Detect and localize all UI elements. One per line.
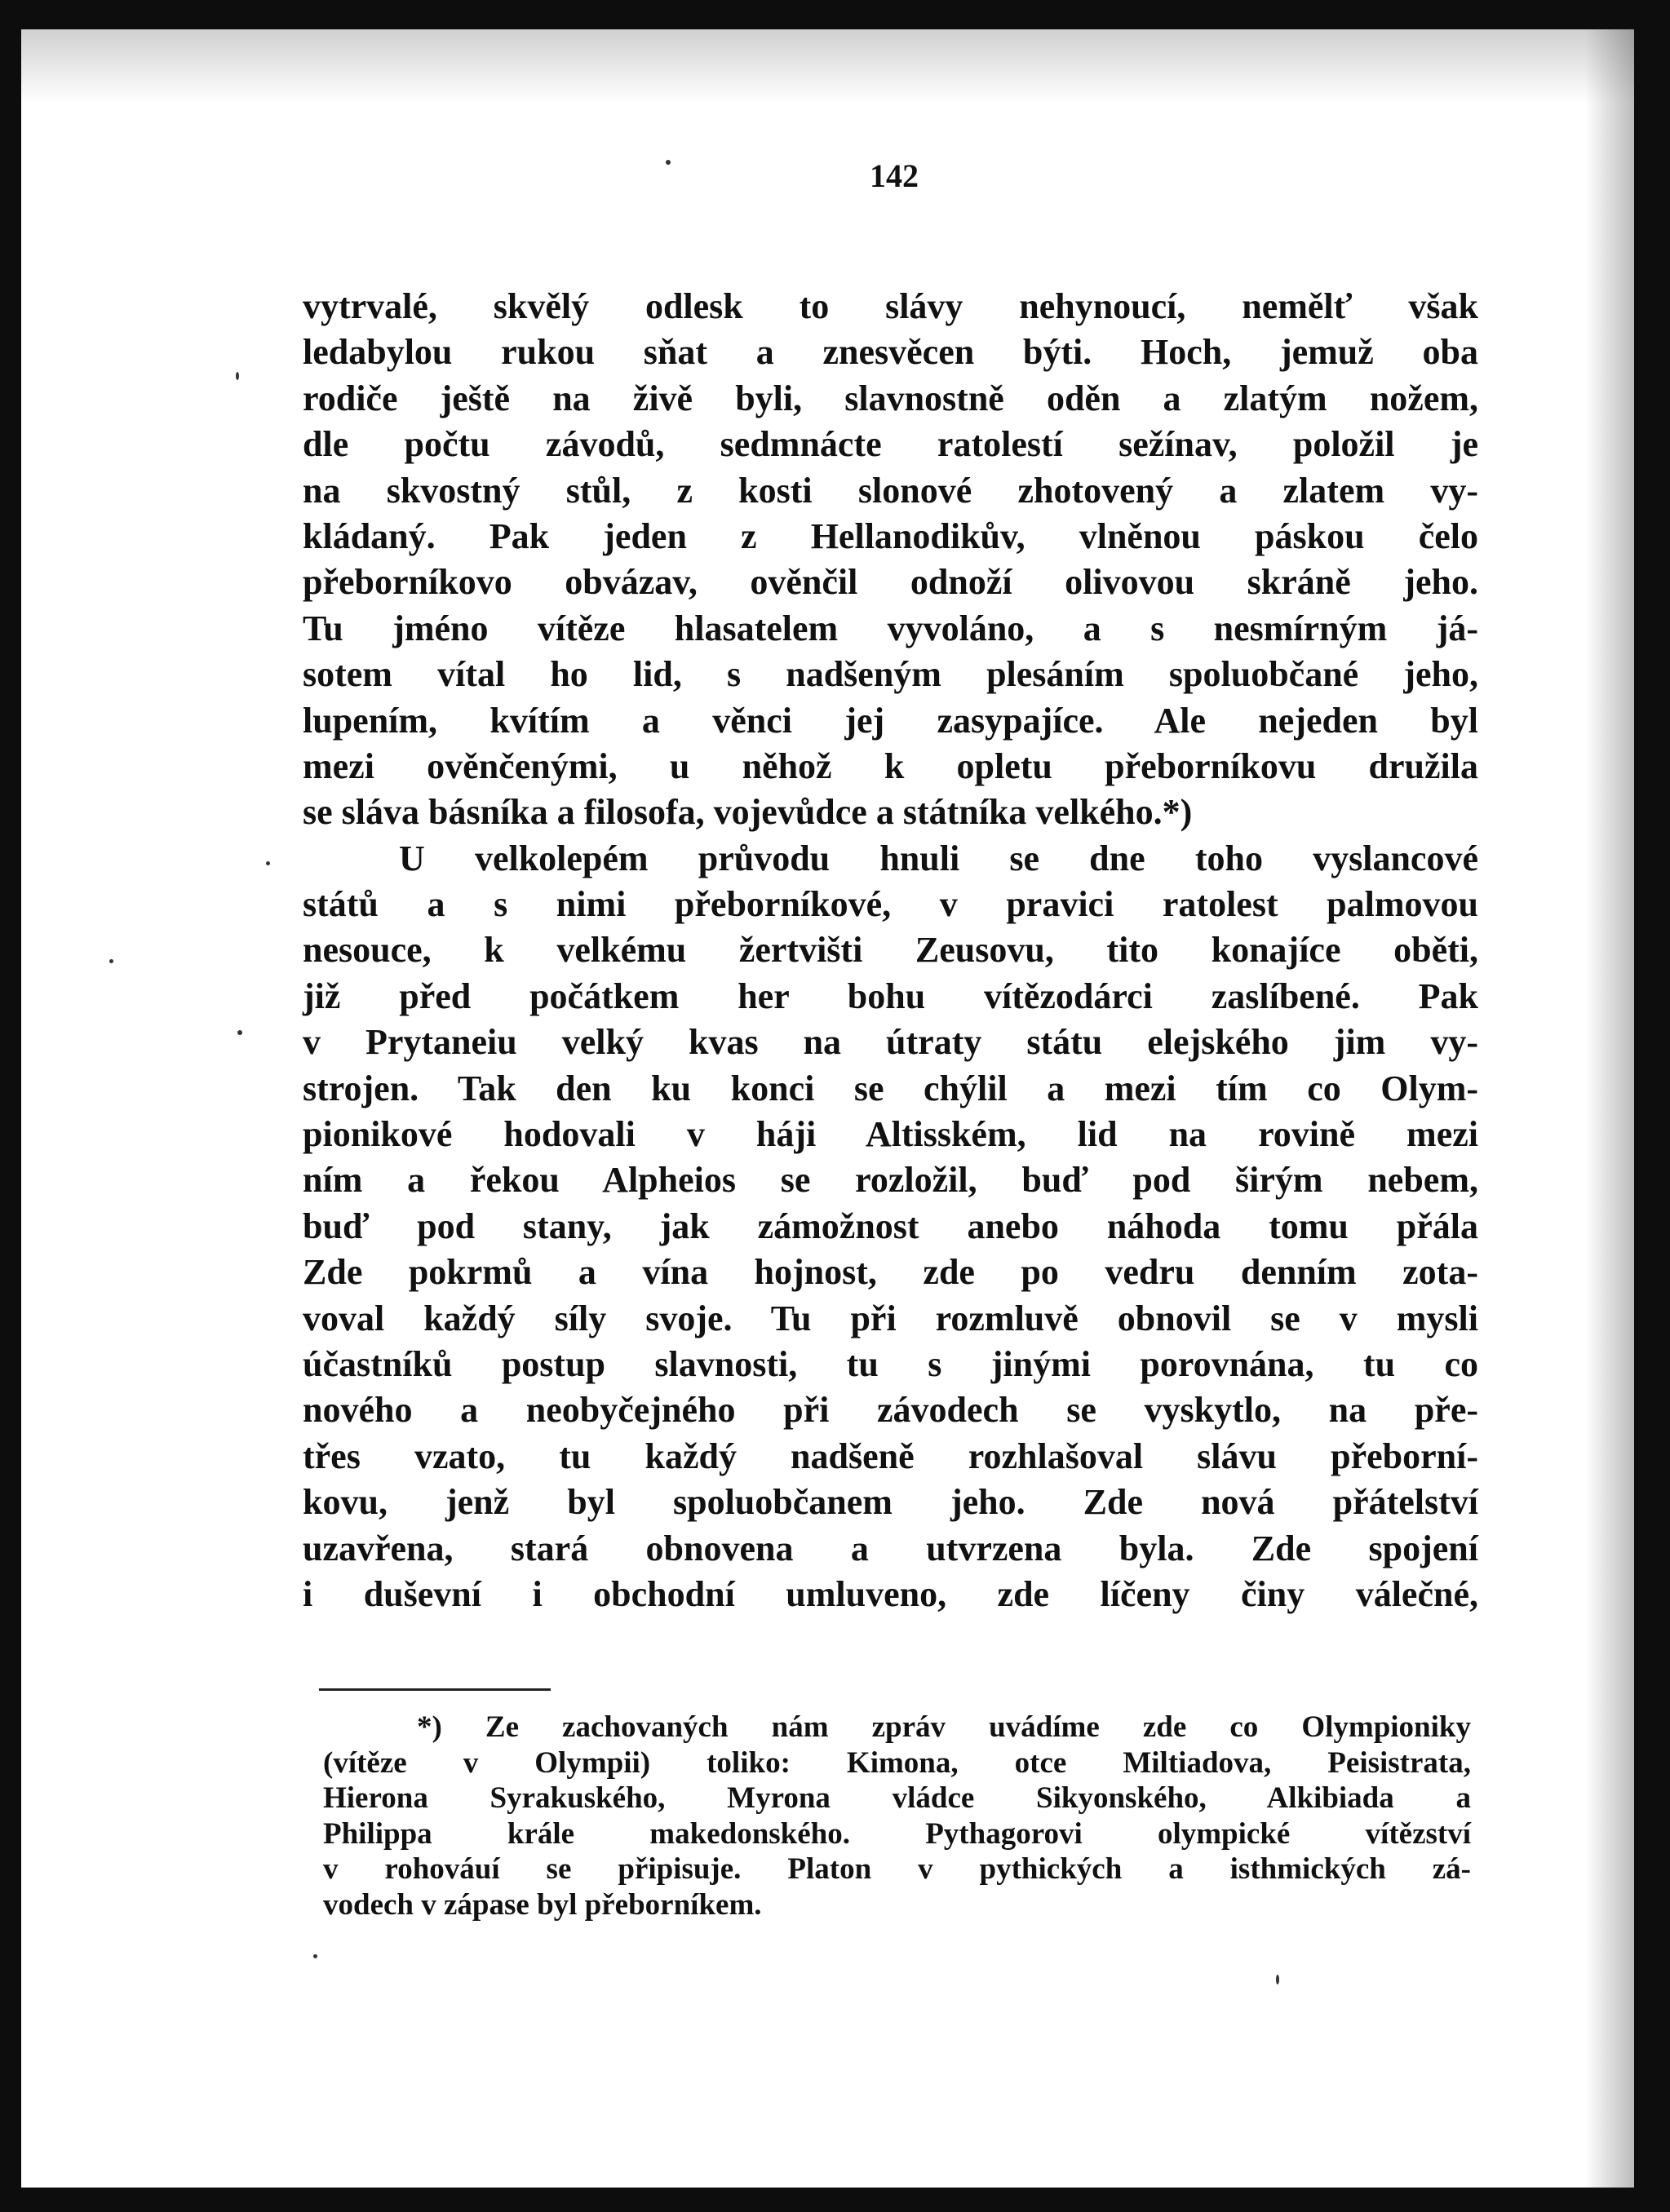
footnote-line: (vítěze v Olympii) toliko: Kimona, otce Miltiadova, Peisistrata, (323, 1745, 1471, 1780)
footnote-line: vodech v zápase byl přeborníkem. (323, 1887, 762, 1922)
footnote-line: Philippa krále makedonského. Pythagorovi olympické vítězství (323, 1816, 1471, 1851)
scan-speck (266, 861, 270, 865)
body-line: pionikové hodovali v háji Altisském, lid na rovině mezi (303, 1114, 1478, 1155)
scan-speck (237, 1030, 242, 1035)
body-line: nesouce, k velkému žertvišti Zeusovu, tito konajíce oběti, (303, 930, 1478, 971)
body-line: kovu, jenž byl spoluobčanem jeho. Zde nová přátelství (303, 1482, 1478, 1523)
body-line: kládaný. Pak jeden z Hellanodikův, vlněnou páskou čelo (303, 515, 1478, 556)
body-line: Tu jméno vítěze hlasatelem vyvoláno, a s nesmírným já- (303, 608, 1478, 648)
scan-speck (1276, 1975, 1279, 1984)
body-line: mezi ověnčenými, u něhož k opletu přeborníkovu družila (303, 745, 1478, 786)
body-line: se sláva básníka a filosofa, vojevůdce a státníka velkého.*) (303, 792, 1193, 833)
body-line: sotem vítal ho lid, s nadšeným plesáním spoluobčané jeho, (303, 654, 1478, 695)
scan-speck (313, 1954, 317, 1958)
body-line: v Prytaneiu velký kvas na útraty státu elejského jim vy- (303, 1022, 1478, 1063)
body-line: buď pod stany, jak zámožnost anebo náhoda tomu přála (303, 1206, 1478, 1246)
body-line: vytrvalé, skvělý odlesk to slávy nehynoucí, nemělť však (303, 286, 1478, 326)
body-line: na skvostný stůl, z kosti slonové zhotovený a zlatem vy- (303, 470, 1478, 511)
body-line: třes vzato, tu každý nadšeně rozhlašoval slávu přeborní- (303, 1436, 1478, 1476)
footnote-line: *) Ze zachovaných nám zpráv uvádíme zde co Olympioniky (417, 1710, 1471, 1744)
body-line: účastníků postup slavnosti, tu s jinými porovnána, tu co (303, 1343, 1478, 1384)
body-line: lupením, kvítím a věnci jej zasypajíce. Ale nejeden byl (303, 700, 1478, 741)
scan-speck (236, 372, 239, 380)
body-line: nového a neobyčejného při závodech se vyskytlo, na pře- (303, 1390, 1478, 1431)
footnote-divider (319, 1688, 551, 1691)
body-text (303, 284, 1478, 1617)
scan-speck (666, 160, 671, 165)
body-line: ledabylou rukou sňat a znesvěcen býti. Hoch, jemuž oba (303, 332, 1478, 373)
body-line: již před počátkem her bohu vítězodárci zaslíbené. Pak (303, 975, 1478, 1016)
body-line: voval každý síly svoje. Tu při rozmluvě obnovil se v mysli (303, 1298, 1478, 1338)
body-line: rodiče ještě na živě byli, slavnostně oděn a zlatým nožem, (303, 378, 1478, 418)
page-number: 142 (870, 157, 919, 194)
body-line: států a s nimi přeborníkové, v pravici ratolest palmovou (303, 884, 1478, 925)
body-line: Zde pokrmů a vína hojnost, zde po vedru denním zota- (303, 1252, 1478, 1293)
body-line: strojen. Tak den ku konci se chýlil a mezi tím co Olym- (303, 1068, 1478, 1108)
body-line: dle počtu závodů, sedmnácte ratolestí sežínav, položil je (303, 424, 1478, 465)
body-line: U velkolepém průvodu hnuli se dne toho vyslancové (399, 838, 1478, 878)
body-line: přeborníkovo obvázav, ověnčil odnoží olivovou skráně jeho. (303, 562, 1478, 603)
footnote (323, 1710, 1471, 1922)
body-line: i duševní i obchodní umluveno, zde líčeny činy válečné, (303, 1573, 1478, 1614)
footnote-line: Hierona Syrakuského, Myrona vládce Sikyonského, Alkibiada a (323, 1781, 1471, 1815)
body-line: uzavřena, stará obnovena a utvrzena byla. Zde spojení (303, 1528, 1478, 1568)
scan-speck (109, 959, 113, 963)
footnote-line: v rohováuí se připisuje. Platon v pythických a isthmických zá- (323, 1852, 1471, 1886)
body-line: ním a řekou Alpheios se rozložil, buď pod širým nebem, (303, 1160, 1478, 1201)
